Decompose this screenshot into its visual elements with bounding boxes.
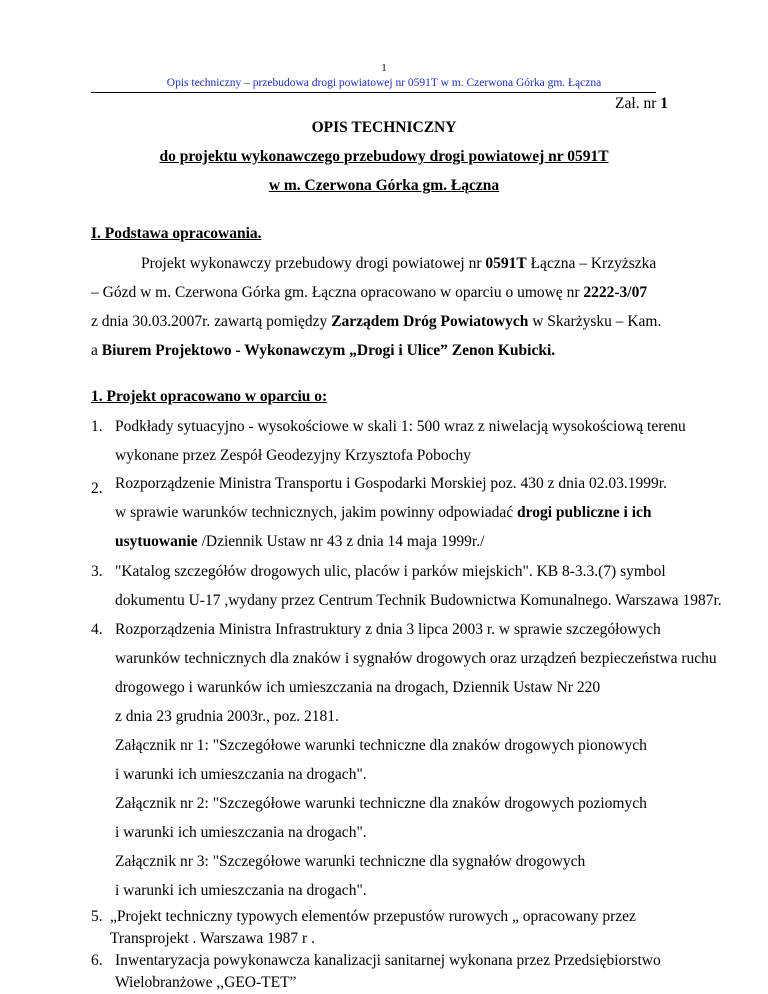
document-title: OPIS TECHNICZNY — [311, 119, 457, 136]
section-heading-podstawa: I. Podstawa opracowania. — [91, 225, 262, 242]
list-item-6-line: Inwentaryzacja powykonawcza kanalizacji sanitarnej wykonana przez Przedsiębiorstwo — [115, 952, 661, 970]
paragraph-line-1: Projekt wykonawczy przebudowy drogi powiatowej nr 0591T Łączna – Krzyższka — [141, 255, 657, 272]
list-item-4-line: i warunki ich umieszczania na drogach". — [115, 766, 367, 783]
list-item-1-number: 1. — [91, 418, 103, 435]
section-heading-projekt: 1. Projekt opracowano w oparciu o: — [91, 388, 328, 405]
list-item-5-line: „Projekt techniczny typowych elementów przepustów rurowych „ opracowany przez — [110, 908, 636, 926]
document-subtitle-1: do projektu wykonawczego przebudowy drogi powiatowej nr 0591T — [159, 148, 609, 165]
page-number: 1 — [381, 62, 387, 74]
paragraph-line-4: a Biurem Projektowo - Wykonawczym „Drogi i Ulice” Zenon Kubicki. — [91, 342, 556, 359]
list-item-2-line: Rozporządzenie Ministra Transportu i Gospodarki Morskiej poz. 430 z dnia 02.03.1999r. — [115, 475, 667, 492]
list-item-2-line: usytuowanie /Dziennik Ustaw nr 43 z dnia 14 maja 1999r./ — [115, 533, 485, 550]
list-item-4-line: i warunki ich umieszczania na drogach". — [115, 824, 367, 841]
list-item-4-number: 4. — [91, 621, 103, 638]
list-item-6-number: 6. — [91, 952, 103, 970]
paragraph-line-3: z dnia 30.03.2007r. zawartą pomiędzy Zarządem Dróg Powiatowych w Skarżysku – Kam. — [91, 313, 662, 330]
attachment-label-text: Zał. nr — [615, 95, 661, 112]
document-subtitle-2: w m. Czerwona Górka gm. Łączna — [268, 177, 500, 194]
list-item-1-line: wykonane przez Zespół Geodezyjny Krzysztofa Pobochy — [115, 447, 471, 464]
list-item-3-number: 3. — [91, 563, 103, 580]
list-item-4-line: drogowego i warunków ich umieszczania na drogach, Dziennik Ustaw Nr 220 — [115, 679, 601, 696]
list-item-1-line: Podkłady sytuacyjno - wysokościowe w skali 1: 500 wraz z niwelacją wysokościową terenu — [115, 418, 686, 435]
list-item-4-line: Załącznik nr 3: "Szczegółowe warunki techniczne dla sygnałów drogowych — [115, 853, 586, 870]
list-item-6-line: Wielobranżowe ,,GEO-TET” — [115, 974, 297, 992]
attachment-label — [615, 95, 668, 113]
list-item-4-line: Załącznik nr 1: "Szczegółowe warunki techniczne dla znaków drogowych pionowych — [115, 737, 647, 754]
list-item-3-line: "Katalog szczegółów drogowych ulic, placów i parków miejskich". KB 8-3.3.(7) symbol — [115, 563, 666, 580]
running-header: Opis techniczny – przebudowa drogi powiatowej nr 0591T w m. Czerwona Górka gm. Łączna — [166, 77, 602, 89]
header-rule — [91, 92, 656, 93]
list-item-4-line: Załącznik nr 2: "Szczegółowe warunki techniczne dla znaków drogowych poziomych — [115, 795, 647, 812]
list-item-5-line: Transprojekt . Warszawa 1987 r . — [110, 930, 315, 948]
list-item-5-number: 5. — [91, 908, 103, 926]
list-item-3-line: dokumentu U-17 ,wydany przez Centrum Technik Budownictwa Komunalnego. Warszawa 1987r. — [115, 592, 722, 609]
list-item-2-number: 2. — [91, 480, 103, 497]
list-item-2-line: w sprawie warunków technicznych, jakim powinny odpowiadać drogi publiczne i ich — [115, 504, 652, 521]
list-item-4-line: Rozporządzenia Ministra Infrastruktury z dnia 3 lipca 2003 r. w sprawie szczegółowych — [115, 621, 661, 638]
paragraph-line-2: – Gózd w m. Czerwona Górka gm. Łączna opracowano w oparciu o umowę nr 2222-3/07 — [91, 284, 648, 301]
attachment-number: 1 — [660, 95, 668, 112]
list-item-4-line: z dnia 23 grudnia 2003r., poz. 2181. — [115, 708, 339, 725]
list-item-4-line: i warunki ich umieszczania na drogach". — [115, 882, 367, 899]
list-item-4-line: warunków technicznych dla znaków i sygnałów drogowych oraz urządzeń bezpieczeństwa ruchu — [115, 650, 717, 667]
